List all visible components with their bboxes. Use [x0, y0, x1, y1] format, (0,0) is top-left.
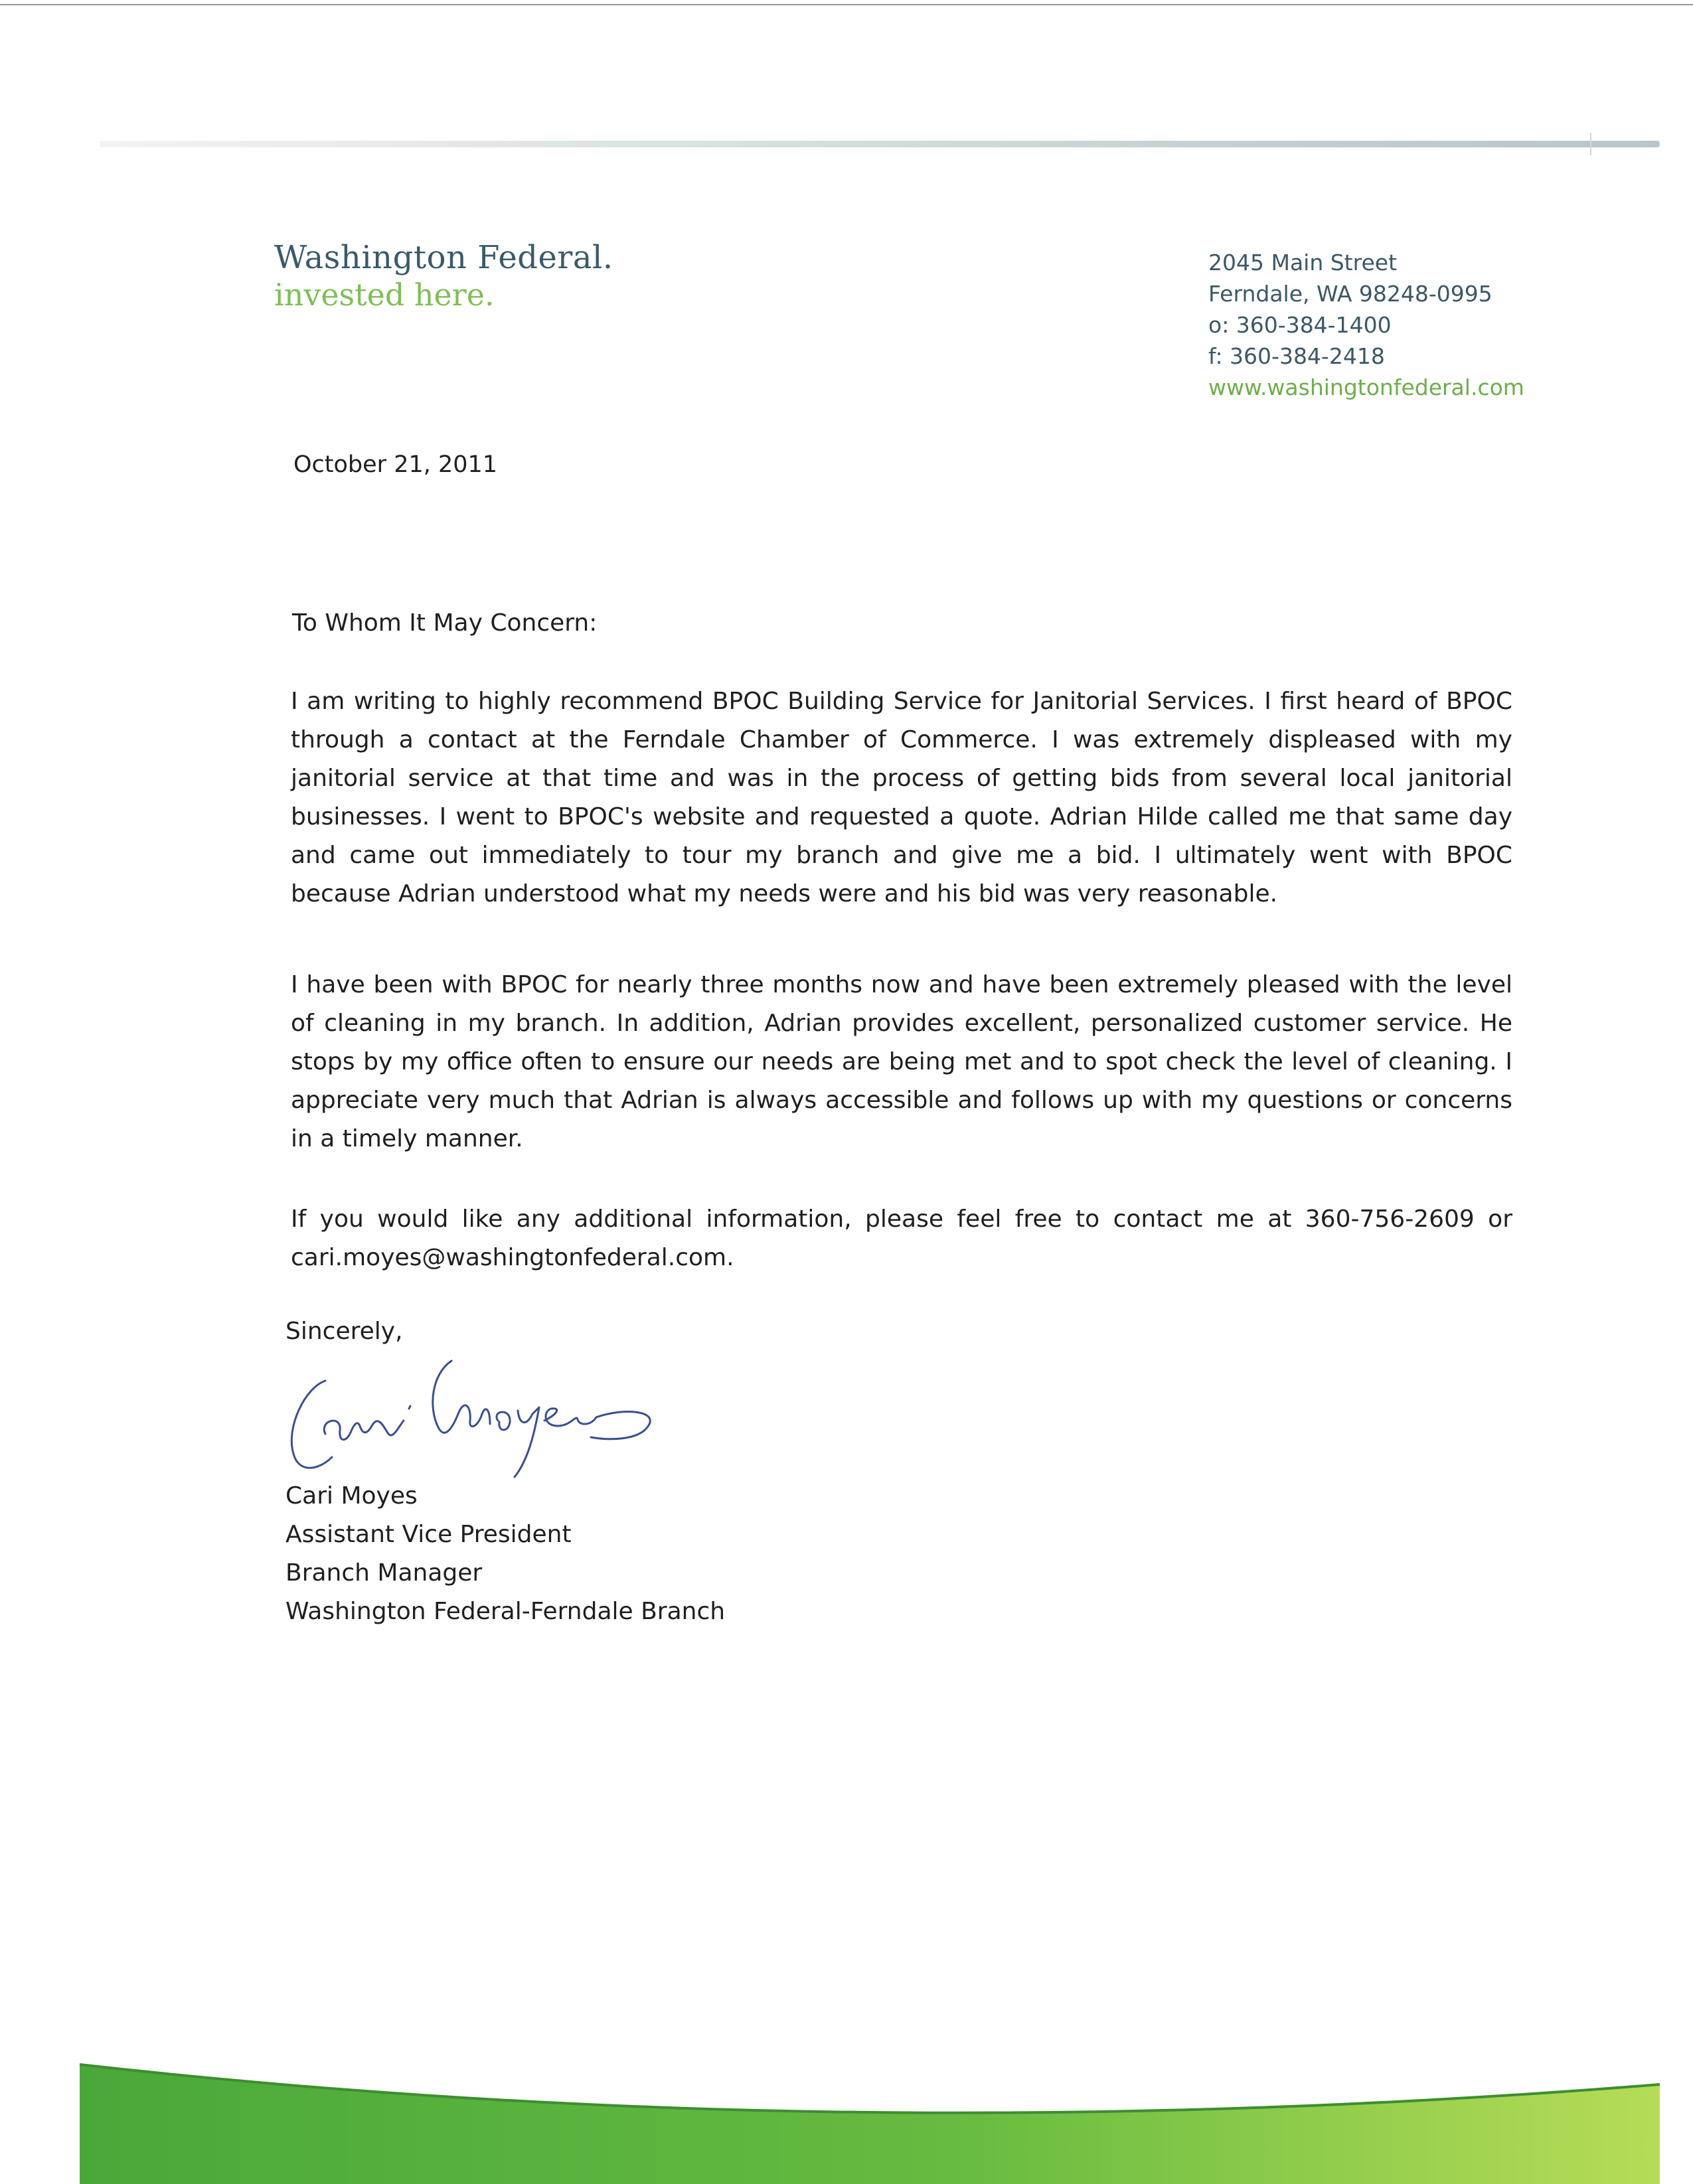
- letter-salutation: To Whom It May Concern:: [292, 609, 598, 637]
- letterhead-brand: [274, 238, 613, 312]
- letter-paragraph-1: I am writing to highly recommend BPOC Building Service for Janitorial Services. I first heard of BPOC through a contact at the Ferndale Chamber of Commerce. I was extremely displeased with my janitorial service at that time and was in the process of getting bids from several local janitorial businesses. I went to BPOC's website and requested a quote. Adrian Hilde called me that same day and came out immediately to tour my branch and give me a bid. I ultimately went with BPOC because Adrian understood what my needs were and his bid was very reasonable.: [291, 688, 1512, 907]
- letterhead-rule-tick: [1590, 133, 1591, 155]
- letter-paragraph-2: I have been with BPOC for nearly three months now and have been extremely pleased with the level of cleaning in my branch. In addition, Adrian provides excellent, personalized customer service. He stops by my office often to ensure our needs are being met and to spot check the level of cleaning. I appreciate very much that Adrian is always accessible and follows up with my questions or concerns in a timely manner.: [291, 971, 1512, 1152]
- address-city: Ferndale, WA 98248-0995: [1208, 281, 1492, 307]
- website-link[interactable]: www.washingtonfederal.com: [1208, 374, 1524, 400]
- letterhead-rule: [100, 141, 1660, 147]
- signatory-block: [285, 1477, 725, 1631]
- letter-paragraph-3: If you would like any additional information, please feel free to contact me at 360-756-2609 or cari.moyes@washingtonfederal.com.: [291, 1206, 1512, 1271]
- address-street: 2045 Main Street: [1208, 250, 1398, 275]
- office-phone: o: 360-384-1400: [1208, 312, 1392, 338]
- signatory-name: Cari Moyes: [285, 1482, 418, 1510]
- signatory-role: Branch Manager: [285, 1559, 483, 1587]
- brand-tagline: invested here.: [274, 277, 495, 313]
- letter-closing: Sincerely,: [285, 1318, 403, 1345]
- scan-edge-line: [0, 4, 1693, 5]
- footer-green-swoosh: [0, 2045, 1693, 2184]
- letter-date: October 21, 2011: [293, 451, 498, 478]
- brand-name: Washington Federal.: [274, 239, 613, 276]
- signatory-organization: Washington Federal-Ferndale Branch: [285, 1598, 726, 1625]
- letterhead-address-block: [1208, 247, 1524, 403]
- fax-number: f: 360-384-2418: [1208, 343, 1385, 369]
- signatory-title: Assistant Vice President: [285, 1521, 572, 1548]
